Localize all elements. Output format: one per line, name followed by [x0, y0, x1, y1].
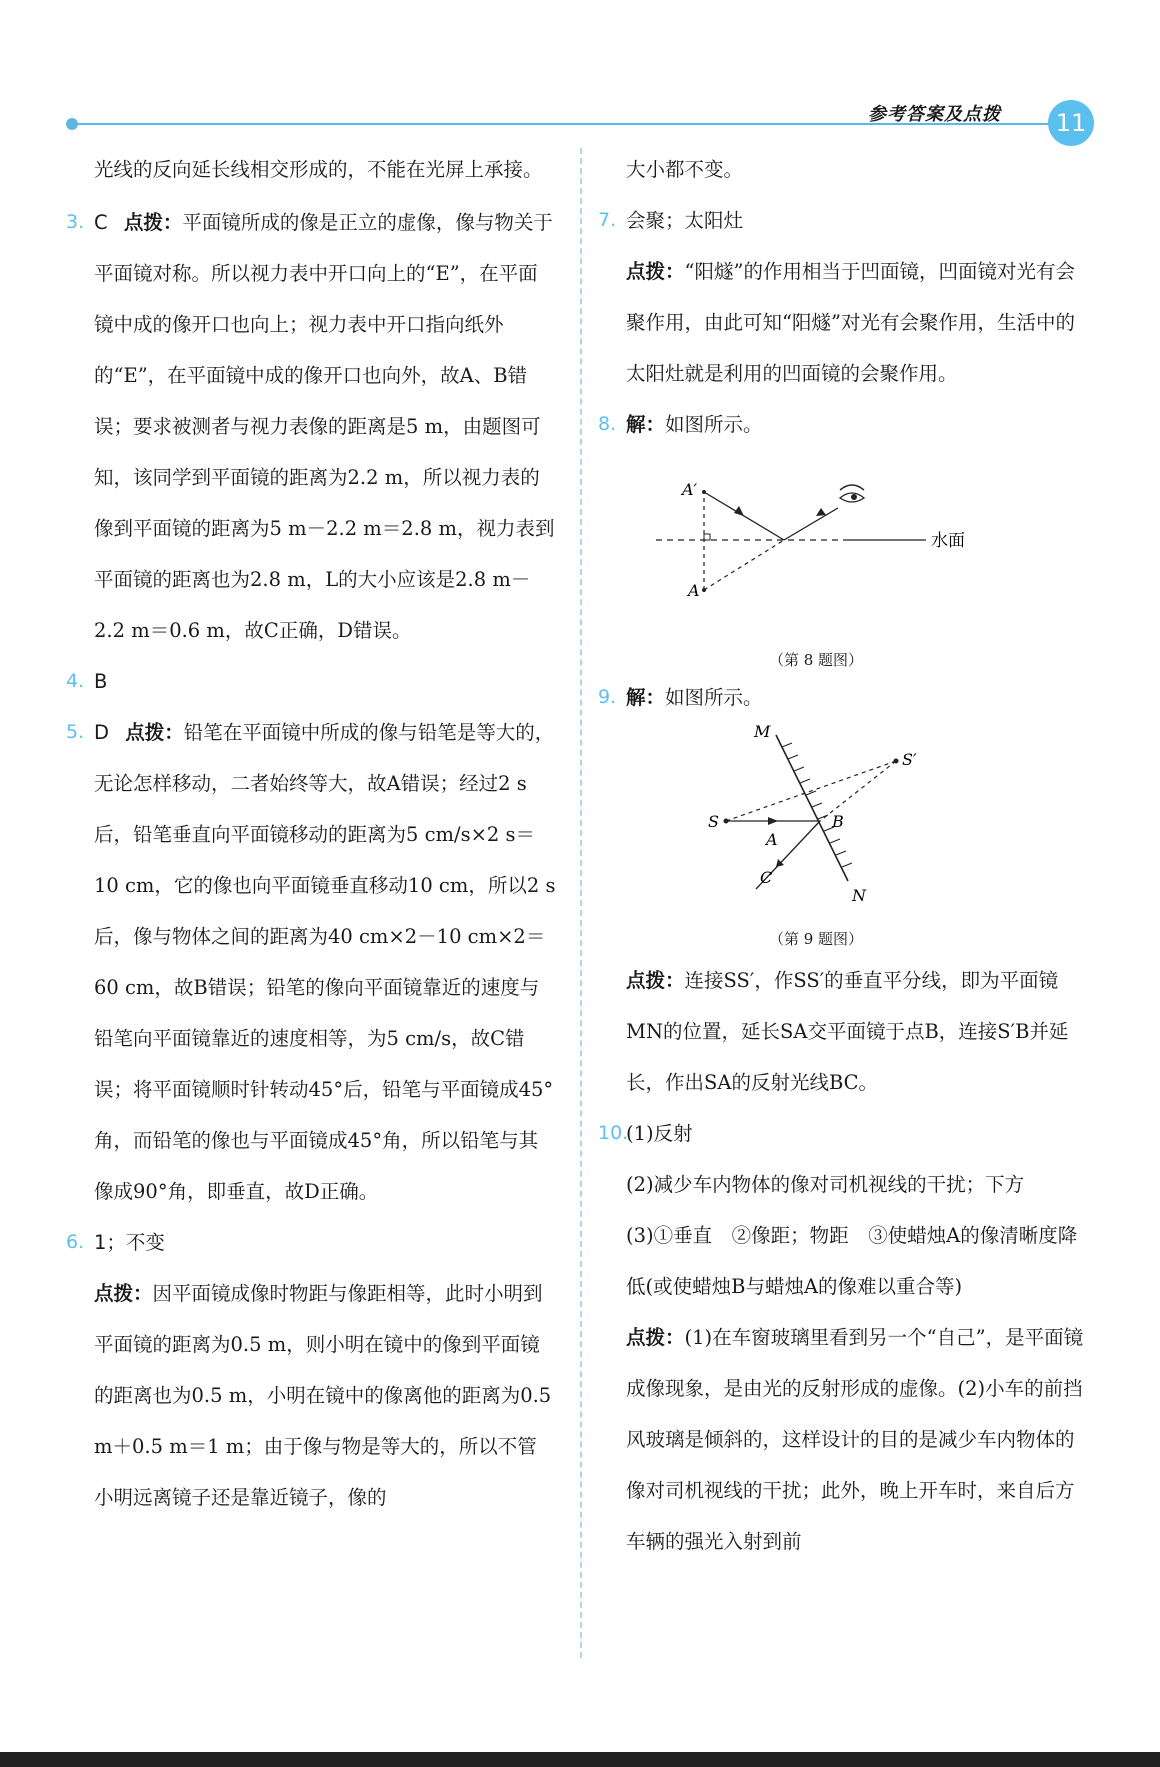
- hint-text: “阳燧”的作用相当于凹面镜，凹面镜对光有会聚作用，由此可知“阳燧”对光有会聚作用，生活中的太阳灶就是利用的凹面镜的会聚作用。: [626, 260, 1075, 385]
- line-s-s-prime: [726, 761, 896, 821]
- label-surface: 水面: [931, 531, 965, 551]
- answer-part-1: (1)反射: [626, 1122, 693, 1145]
- header-title: 参考答案及点拨: [868, 104, 1001, 125]
- question-number: 8.: [598, 413, 617, 435]
- question-number: 5.: [66, 721, 85, 743]
- label-s-prime: S′: [902, 750, 917, 769]
- hint-text: 铅笔在平面镜中所成的像与铅笔是等大的，无论怎样移动，二者始终等大，故A错误；经过2 s后，铅笔垂直向平面镜移动的距离为5 cm/s×2 s＝10 cm，它的像也向平面镜垂直移动10 cm，所以2 s后，像与物体之间的距离为40 cm×2－10 cm×2＝60 cm，故B错误；铅笔的像向平面镜靠近的速度与铅笔向平面镜靠近的速度相等，为5 cm/s，故C错误；将平面镜顺时针转动45°后，铅笔与平面镜成45°角，而铅笔的像也与平面镜成45°角，所以铅笔与其像成90°角，即垂直，故D正确。: [94, 721, 556, 1203]
- answer-8: [598, 399, 1092, 450]
- answer-choice: D: [94, 721, 110, 744]
- arrow-incident: [734, 506, 744, 516]
- ray-reflected: [784, 508, 838, 540]
- right-angle-mark: [704, 534, 710, 540]
- eye-icon: [840, 485, 864, 502]
- question-number: 10.: [598, 1122, 629, 1144]
- point-s: [724, 819, 729, 824]
- point-a: [702, 588, 706, 592]
- answer-9: [598, 672, 1092, 723]
- figure-9-diagram: [626, 723, 1046, 923]
- answer-5: [66, 707, 556, 1217]
- answer-10: [598, 1108, 1092, 1159]
- question-number: 4.: [66, 670, 85, 692]
- answer-6: [66, 1217, 556, 1268]
- hint-text: 平面镜所成的像是正立的虚像，像与物关于平面镜对称。所以视力表中开口向上的“E”，在平面镜中成的像开口也向上；视力表中开口指向纸外的“E”，在平面镜中成的像开口也向外，故A、B错误；要求被测者与视力表像的距离是5 m，由题图可知，该同学到平面镜的距离为2.2 m，所以视力表的像到平面镜的距离为5 m－2.2 m＝2.8 m，视力表到平面镜的距离也为2.8 m，L的大小应该是2.8 m－2.2 m＝0.6 m，故C正确，D错误。: [94, 211, 555, 642]
- figure-9: [626, 723, 1092, 955]
- hint-text: 因平面镜成像时物距与像距相等，此时小明到平面镜的距离为0.5 m，则小明在镜中的像到平面镜的距离也为0.5 m，小明在镜中的像离他的距离为0.5 m＋0.5 m＝1 m；由于像与物是等大的，所以不管小明远离镜子还是靠近镜子，像的: [94, 1282, 552, 1509]
- label-b: B: [832, 812, 844, 831]
- label-n: N: [852, 886, 866, 905]
- hint-label: 点拨：: [123, 211, 183, 234]
- point-s-prime: [894, 759, 899, 764]
- hint-label: 点拨：: [626, 260, 685, 283]
- figure-9-caption: （第 9 题图）: [768, 930, 864, 948]
- question-number: 7.: [598, 209, 617, 231]
- answer-choice: 会聚；太阳灶: [626, 209, 744, 232]
- solution-text: 如图所示。: [665, 413, 763, 436]
- label-a: A: [688, 581, 700, 600]
- question-number: 3.: [66, 211, 85, 233]
- answer-7: [598, 195, 1092, 246]
- solution-text: 如图所示。: [665, 686, 763, 709]
- label-a: A: [766, 830, 778, 849]
- continued-text: 光线的反向延长线相交形成的，不能在光屏上承接。: [94, 158, 543, 181]
- figure-8-caption: （第 8 题图）: [768, 651, 864, 669]
- answer-6-hint: [66, 1268, 556, 1523]
- column-divider: [580, 148, 582, 1658]
- question-number: 9.: [598, 686, 617, 708]
- figure-8-diagram: [626, 450, 1046, 640]
- arrow-reflected: [816, 508, 826, 516]
- answer-10-hint: [598, 1312, 1092, 1567]
- answer-10-part-2: (2)减少车内物体的像对司机视线的干扰；下方: [626, 1173, 1025, 1196]
- hint-label: 点拨：: [125, 721, 184, 744]
- label-a-prime: A′: [682, 480, 698, 499]
- continued-text: 大小都不变。: [626, 158, 744, 181]
- answer-3: [66, 197, 556, 656]
- answer-7-hint: [598, 246, 1092, 399]
- label-m: M: [754, 723, 771, 741]
- answer-choice: B: [94, 670, 108, 693]
- answer-choice: C: [94, 211, 108, 234]
- left-column: [66, 144, 556, 1523]
- answer-4: [66, 656, 556, 707]
- arrow-incident: [768, 817, 778, 825]
- footer-bar: [0, 1752, 1160, 1767]
- page-number: 11: [1048, 100, 1094, 146]
- solution-label: 解：: [626, 413, 666, 436]
- answer-9-hint: [598, 955, 1092, 1108]
- figure-8: [626, 450, 1092, 672]
- mirror-hatching: [782, 743, 852, 867]
- question-number: 6.: [66, 1231, 85, 1253]
- right-column: [598, 144, 1092, 1567]
- hint-label: 点拨：: [626, 969, 685, 992]
- ray-virtual: [704, 540, 784, 590]
- solution-label: 解：: [626, 686, 666, 709]
- hint-label: 点拨：: [94, 1282, 153, 1305]
- answer-10-part-3: (3)①垂直 ②像距；物距 ③使蜡烛A的像清晰度降低(或使蜡烛B与蜡烛A的像难以重合等): [626, 1224, 1078, 1298]
- label-c: C: [760, 868, 773, 887]
- hint-label: 点拨：: [626, 1326, 685, 1349]
- hint-text: (1)在车窗玻璃里看到另一个“自己”，是平面镜成像现象，是由光的反射形成的虚像。(2)小车的前挡风玻璃是倾斜的，这样设计的目的是减少车内物体的像对司机视线的干扰；此外，晚上开车时，来自后方车辆的强光入射到前: [626, 1326, 1084, 1553]
- hint-text: 连接SS′，作SS′的垂直平分线，即为平面镜MN的位置，延长SA交平面镜于点B，连接S′B并延长，作出SA的反射光线BC。: [626, 969, 1069, 1094]
- point-a-prime: [702, 490, 706, 494]
- answer-choice: 1；不变: [94, 1231, 165, 1254]
- label-s: S: [708, 812, 719, 831]
